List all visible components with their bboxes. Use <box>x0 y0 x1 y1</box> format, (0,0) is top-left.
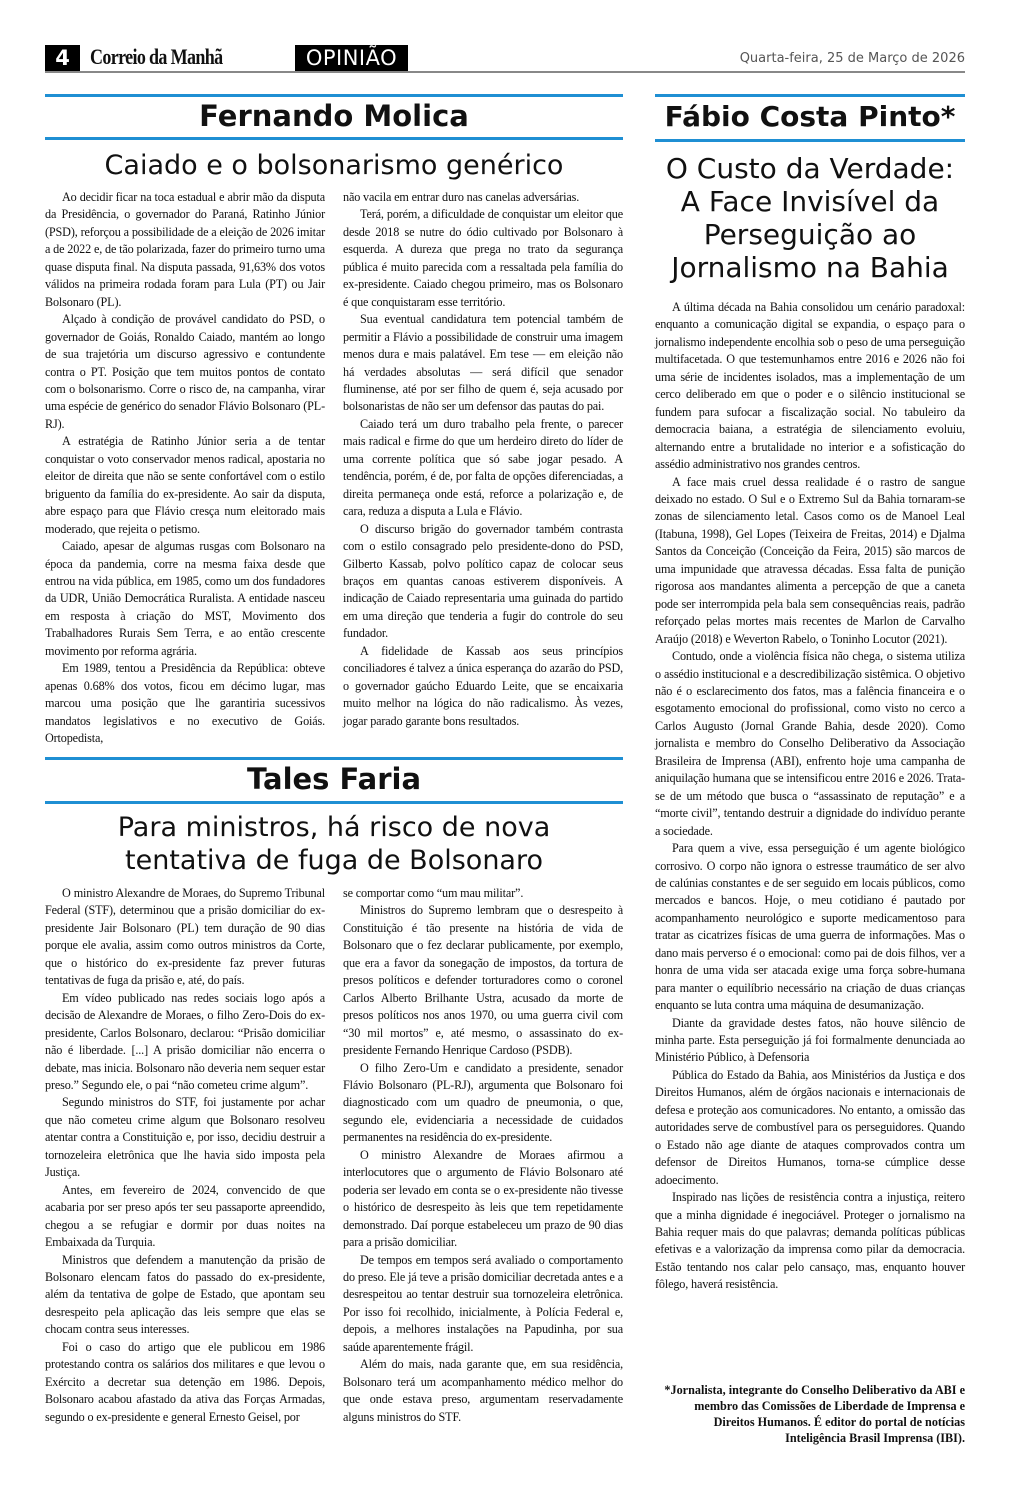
author-name: Fábio Costa Pinto* <box>664 100 956 133</box>
paragraph: Diante da gravidade destes fatos, não houve silêncio de minha parte. Esta perseguição já foi formalmente denunciada ao Ministério Público, à Defensoria <box>655 1015 965 1065</box>
article-column <box>343 885 623 1426</box>
article-title: Caiado e o bolsonarismo genérico <box>104 150 564 181</box>
paragraph: A face mais cruel dessa realidade é o rastro de sangue deixado no estado. O Sul e o Extremo Sul da Bahia tornaram-se zonas de silenciamento letal. Casos como os de Manoel Leal (Itabuna, 1998), Gel Lopes (Teixeira de Freitas, 2014) e Djalma Santos da Conceição (Conceição da Feira, 2015) são marcos de uma impunidade que atravessa décadas. Essa falta de punição rigorosa aos mandantes alimenta a percepção de que a caneta pode ser interrompida pela bala sem consequências reais, padrão reforçado pelas mortes mais recentes de Marlon de Carvalho Araújo (2018) e Weverton Rabelo, o Toninho Locutor (2021). <box>655 474 965 646</box>
title-line: Para ministros, há risco de nova <box>117 812 551 843</box>
section-label: OPINIÃO <box>295 45 408 71</box>
paragraph: não vacila em entrar duro nas canelas adversárias. <box>343 190 580 204</box>
paragraph: Contudo, onde a violência física não chega, o sistema utiliza o assédio institucional e a descredibilização sistêmica. O objetivo não é o esclarecimento dos fatos, mas a falência financeira e o esgotamento emocional do profissional, como visto no cerco a Carlos Augusto (Jornal Grande Bahia, desde 2020). Como jornalista e membro do Conselho Deliberativo da Associação Brasileira de Imprensa (ABI), enfrento hoje uma campanha de aniquilação humana que se intensificou entre 2016 e 2026. Trata-se de um método que busca o “assassinato de reputação” e a “morte civil”, tentando destruir a dignidade do indivíduo perante a sociedade. <box>655 649 965 838</box>
issue-date: Quarta-feira, 25 de Março de 2026 <box>739 51 965 66</box>
page-number: 4 <box>45 45 80 71</box>
article-column <box>45 189 325 748</box>
article-column <box>343 189 623 730</box>
paragraph: Foi o caso do artigo que ele publicou em 1986 protestando contra os salários dos militares e que levou o Exército a decretar sua detenção em 1986. Depois, Bolsonaro acabou afastado da ativa das Forças Armadas, segundo o ex-presidente e general Ernesto Geisel, por <box>45 1339 325 1424</box>
paragraph: De tempos em tempos será avaliado o comportamento do preso. Ele já teve a prisão domiciliar decretada antes e a desrespeitou ao tentar destruir sua tornozeleira eletrônica. Por isso foi recolhido, inicialmente, à Polícia Federal e, depois, a melhores instalações na Papudinha, por sua saúde aparentemente frágil. <box>343 1252 623 1354</box>
paragraph: Sua eventual candidatura tem potencial também de permitir a Flávio a possibilidade de construir uma imagem menos dura e mais palatável. Em tese — em eleição não há verdades absolutas — será difícil que senador fluminense, até por ser filho de quem é, seja acusado por bolsonaristas de não ser um defensor das pautas do pai. <box>343 312 623 414</box>
paragraph: Ao decidir ficar na toca estadual e abrir mão da disputa da Presidência, o governador do Paraná, Ratinho Júnior (PSD), reforçou a possibilidade de a eleição de 2026 imitar a de 2022 e, de tão polarizada, fazer do primeiro turno uma quase disputa final. Na disputa passada, 91,63% dos votos válidos na primeira rodada foram para Lula (PT) ou Jair Bolsonaro (PL). <box>45 190 325 309</box>
paragraph: se comportar como “um mau militar”. <box>343 886 524 900</box>
author-name: Tales Faria <box>246 762 422 796</box>
article-title <box>650 152 970 284</box>
article-column <box>655 299 965 1294</box>
paragraph: O ministro Alexandre de Moraes, do Supremo Tribunal Federal (STF), determinou que a prisão domiciliar do ex-presidente Jair Bolsonaro (PL) tem duração de 90 dias porque ele avalia, assim como outros ministros da Corte, que o histórico do ex-presidente faz prever futuras tentativas de fuga da prisão e, até, do país. <box>45 886 325 988</box>
paragraph: Antes, em fevereiro de 2024, convencido de que acabaria por ser preso após ter seu passaporte apreendido, chegou a se refugiar e dormir por duas noites na Embaixada da Turquia. <box>45 1182 325 1250</box>
header-divider <box>45 71 965 73</box>
paragraph: Alçado à condição de provável candidato do PSD, o governador de Goiás, Ronaldo Caiado, mantém ao longo de sua trajetória um discurso agressivo e contundente contra o PT. Posição que tem muitos pontos de contato com o bolsonarismo. Corre o risco de, na campanha, virar uma espécie de genérico do senador Flávio Bolsonaro (PL-RJ). <box>45 312 325 431</box>
title-line: Perseguição ao <box>703 218 917 251</box>
paragraph: Caiado, apesar de algumas rusgas com Bolsonaro na época da pandemia, corre na mesma faixa desde que entrou na vida pública, em 1985, como um dos fundadores da UDR, União Democrática Ruralista. A entidade nasceu em resposta à criação do MST, Movimento dos Trabalhadores Rurais Sem Terra, e ao então crescente movimento por reforma agrária. <box>45 539 325 658</box>
paragraph: A fidelidade de Kassab aos seus princípios conciliadores é talvez a única esperança do azarão do PSD, o governador gaúcho Eduardo Leite, que se encaixaria muito melhor na lógica do não radicalismo. Às vezes, jogar parado garante bons resultados. <box>343 643 623 728</box>
divider <box>655 94 965 97</box>
paragraph: Caiado terá um duro trabalho pela frente, o parecer mais radical e firme do que um herdeiro direto do líder de uma corrente política que só sabe jogar pesado. A tendência, porém, é de, por falta de opções diferenciadas, a direita permaneça onde está, reforce a polarização e, de cara, reduza a disputa a Lula e Flávio. <box>343 416 623 519</box>
title-line: A Face Invisível da <box>680 185 940 218</box>
paragraph: O filho Zero-Um e candidato a presidente, senador Flávio Bolsonaro (PL-RJ), argumenta que Bolsonaro foi diagnosticado com um quadro de pneumonia, o que, segundo ele, evidenciaria a necessidade de cuidados permanentes na residência do ex-presidente. <box>343 1060 623 1145</box>
paragraph: A estratégia de Ratinho Júnior seria a de tentar conquistar o voto conservador menos radical, apostaria no eleitor de direita que não se sente confortável com o estilo briguento da família do ex-presidente. Ao sair da disputa, abre espaço para que Flávio cresça num eleitorado mais moderado, que rejeita o petismo. <box>45 434 325 536</box>
paragraph: Ministros que defendem a manutenção da prisão de Bolsonaro elencam fatos do passado do ex-presidente, além da tentativa de golpe de Estado, que apontam seu desrespeito pela aplicação das leis sempre que elas se chocam contra seus interesses. <box>45 1252 325 1337</box>
paragraph: Em vídeo publicado nas redes sociais logo após a decisão de Alexandre de Moraes, o filho Zero-Dois do ex-presidente, Carlos Bolsonaro, declarou: “Prisão domiciliar não é liberdade. [...] A prisão domiciliar não encerra o debate, mas inicia. Bolsonaro não deveria nem sequer estar preso.” Segundo ele, o pai “não cometeu crime algum”. <box>45 990 325 1092</box>
divider <box>45 94 623 97</box>
title-line: O Custo da Verdade: <box>665 152 955 185</box>
paragraph: Terá, porém, a dificuldade de conquistar um eleitor que desde 2018 se nutre do ódio cultivado por Bolsonaro à esquerda. A dureza que prega no trato da segurança pública é muito parecida com a ressaltada pela família do ex-presidente. Caiado chegou primeiro, mas os Bolsonaro é que conquistaram esse território. <box>343 207 623 309</box>
paragraph: Em 1989, tentou a Presidência da República: obteve apenas 0.68% dos votos, ficou em décimo lugar, mas marcou uma posição que lhe garantiria sucessivos mandatos legislativos e no executivo de Goiás. Ortopedista, <box>45 661 325 746</box>
divider <box>45 757 623 760</box>
paragraph: Ministros do Supremo lembram que o desrespeito à Constituição é tão presente na história de vida de Bolsonaro que o fez declarar publicamente, por exemplo, que era a favor da sonegação de impostos, da tortura de presos políticos e defender torturadores como o coronel Carlos Alberto Brilhante Ustra, acusado da morte de presos políticos nos anos 1970, ou uma guerra civil com “30 mil mortos” e, até mesmo, o assassinato do ex-presidente Fernando Henrique Cardoso (PSDB). <box>343 903 623 1058</box>
author-name: Fernando Molica <box>199 99 469 133</box>
paragraph: A última década na Bahia consolidou um cenário paradoxal: enquanto a comunicação digital se expandia, o espaço para o jornalismo independente encolhia sob o peso de uma perseguição multifacetada. O que testemunhamos entre 2016 e 2026 não foi uma série de incidentes isolados, mas a implementação de um cerco deliberado em que o poder e o silêncio institucional se fundem para sufocar a fiscalização social. No tabuleiro da democracia baiana, a estratégia de silenciamento evoluiu, alternando entre a brutalidade no interior e a sofisticação do assédio administrativo nos grandes centros. <box>655 300 965 472</box>
paragraph: O discurso brigão do governador também contrasta com o estilo consagrado pelo presidente-dono do PSD, Gilberto Kassab, polvo político capaz de colocar seus braços em quantas canoas estiverem disponíveis. A indicação de Caiado representaria uma guinada do partido em uma direção que tenderia a fugir do controle do seu fundador. <box>343 521 623 641</box>
paragraph: Para quem a vive, essa perseguição é um agente biológico corrosivo. O corpo não ignora o estresse traumático de ser alvo de calúnias constantes e de ser seguido em locais públicos, como mercados e bancos. Hoje, o meu cotidiano é pautado por acompanhamento neurológico e suporte medicamentoso para tratar as cicatrizes físicas de uma guerra de informações. Mas o dano mais perverso é o emocional: como pai de dois filhos, ver a honra de uma vida ser atacada exige uma força sobre-humana para manter o equilíbrio necessário na criação de duas crianças enquanto se luta contra uma máquina de desumanização. <box>655 841 965 1013</box>
paragraph: Pública do Estado da Bahia, aos Ministérios da Justiça e dos Direitos Humanos, além de órgãos nacionais e internacionais de defesa e proteção aos comunicadores. No entanto, a omissão das autoridades serve de combustível para os perseguidores. Quando o Estado não age diante de ataques comprovados contra um defensor de Direitos Humanos, torna-se cúmplice desse adoecimento. <box>655 1067 965 1187</box>
paragraph: Além do mais, nada garante que, em sua residência, Bolsonaro terá um acompanhamento médico melhor do que onde estava preso, argumentam reservadamente alguns ministros do STF. <box>343 1357 623 1424</box>
newspaper-logo: Correio da Manhã <box>90 44 223 69</box>
paragraph: Segundo ministros do STF, foi justamente por achar que não cometeu crime algum que Bolsonaro resolveu atentar contra a Constituição e, por isso, decidiu destruir a tornozeleira eletrônica que lhe havia sido imposta pela Justiça. <box>45 1095 325 1180</box>
article-column <box>45 885 325 1426</box>
author-bio-note: *Jornalista, integrante do Conselho Deliberativo da ABI e membro das Comissões de Liberdade de Imprensa e Direitos Humanos. É editor do portal de notícias Inteligência Brasil Imprensa (IBI). <box>664 1383 965 1445</box>
title-line: Jornalismo na Bahia <box>671 251 949 284</box>
divider <box>45 137 623 140</box>
paragraph: Inspirado nas lições de resistência contra a injustiça, reitero que a minha dignidade é inegociável. Proteger o jornalismo na Bahia requer mais do que palavras; demanda políticas públicas efetivas e a valorização da imprensa como pilar da democracia. Estão tentando nos calar pelo cansaço, mas, enquanto houver fôlego, haverá resistência. <box>655 1190 965 1292</box>
divider <box>655 139 965 142</box>
article-title <box>45 811 623 877</box>
paragraph: O ministro Alexandre de Moraes afirmou a interlocutores que o argumento de Flávio Bolsonaro até poderia ser levado em conta se o ex-presidente não tivesse o histórico de desrespeito às leis que tem repetidamente demonstrado. Daí porque estabeleceu um prazo de 90 dias para a prisão domiciliar. <box>343 1147 623 1250</box>
title-line: tentativa de fuga de Bolsonaro <box>125 845 543 876</box>
divider <box>45 801 623 804</box>
